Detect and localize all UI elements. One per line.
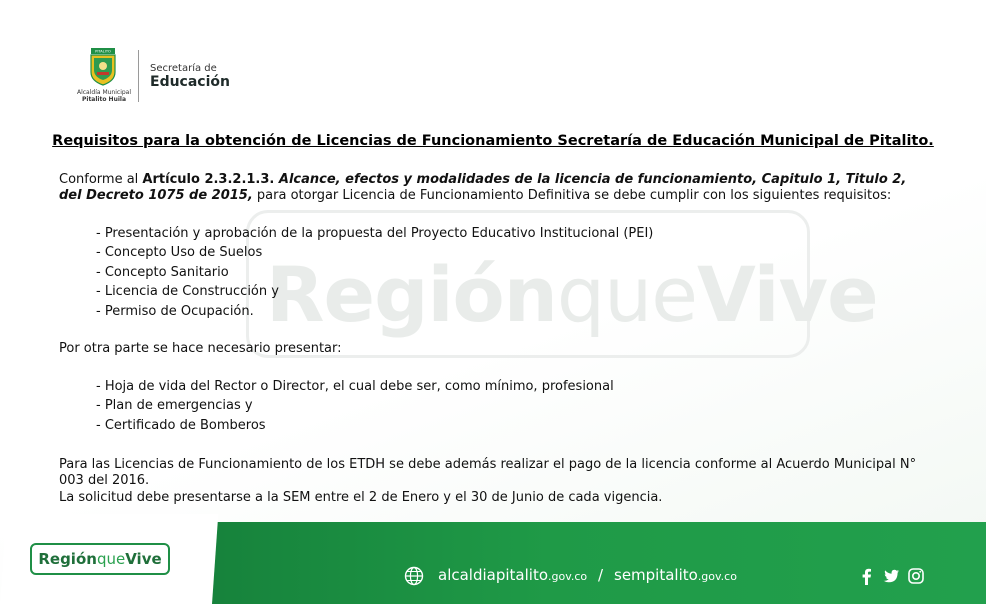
list-item: - Hoja de vida del Rector o Director, el cual debe ser, como mínimo, profesional — [96, 379, 614, 394]
twitter-icon[interactable] — [882, 567, 900, 585]
badge-vive: Vive — [125, 550, 162, 568]
globe-icon — [404, 566, 424, 586]
badge-region: Región — [38, 550, 97, 568]
sem-website-link[interactable] — [614, 566, 737, 584]
site1-domain: .gov.co — [548, 570, 588, 583]
list-item: - Concepto Sanitario — [96, 264, 229, 280]
requirements-list — [96, 224, 653, 321]
crest-caption-line1: Alcaldía Municipal — [76, 89, 132, 96]
etdh-note: Para las Licencias de Funcionamiento de los ETDH se debe además realizar el pago de la licencia conforme al Acuerdo Municipal N° 003 del 2016. — [59, 457, 917, 488]
list-item: - Presentación y aprobación de la propuesta del Proyecto Educativo Institucional (PEI) — [96, 226, 654, 241]
submission-note: La solicitud debe presentarse a la SEM entre el 2 de Enero y el 30 de Junio de cada vigencia. — [59, 490, 663, 505]
crest-label: PITALITO — [95, 49, 111, 54]
coat-of-arms-icon — [88, 48, 118, 86]
site2-domain: .gov.co — [697, 570, 737, 583]
region-que-vive-badge — [30, 543, 170, 575]
list-item: - Certificado de Bomberos — [96, 417, 266, 433]
header-divider — [138, 50, 139, 102]
intro-paragraph — [59, 172, 919, 204]
site2-name: sempitalito — [614, 566, 698, 584]
intro-prefix: Conforme al — [59, 172, 143, 187]
list-item: - Licencia de Construcción y — [96, 284, 279, 300]
document-title: Requisitos para la obtención de Licencias de Funcionamiento Secretaría de Educación Municipal de Pitalito. — [52, 133, 934, 149]
facebook-icon[interactable] — [858, 567, 876, 585]
intro-decree: Alcance, efectos y modalidades de la licencia de funcionamiento, Capitulo 1, Titulo 2, del Decreto 1075 de 2015, — [59, 172, 907, 203]
intro-article: Artículo 2.3.2.1.3. — [142, 172, 275, 187]
other-intro: Por otra parte se hace necesario presentar: — [59, 341, 342, 356]
list-item: - Concepto Uso de Suelos — [96, 245, 263, 261]
crest-caption-line2: Pitalito Huila — [81, 96, 127, 103]
footer-white-top — [0, 514, 212, 522]
alcaldia-website-link[interactable] — [438, 566, 587, 584]
header-logo — [76, 48, 232, 108]
intro-suffix: para otorgar Licencia de Funcionamiento Definitiva se debe cumplir con los siguientes requisitos: — [252, 188, 892, 203]
site-separator: / — [598, 566, 604, 584]
footer-band — [190, 522, 986, 604]
watermark-bold2: Vive — [697, 250, 878, 339]
site1-name: alcaldiapitalito — [438, 566, 549, 584]
other-requirements-list — [96, 377, 614, 435]
educacion-label: Educación — [150, 74, 230, 90]
crest-caption — [76, 89, 132, 103]
badge-que: que — [96, 550, 126, 568]
secretaria-label: Secretaría de — [150, 63, 217, 74]
watermark-bold: Región — [266, 250, 557, 339]
instagram-icon[interactable] — [907, 567, 925, 585]
list-item: - Plan de emergencias y — [96, 398, 253, 414]
list-item: - Permiso de Ocupación. — [96, 303, 254, 319]
watermark-light: que — [556, 250, 698, 339]
